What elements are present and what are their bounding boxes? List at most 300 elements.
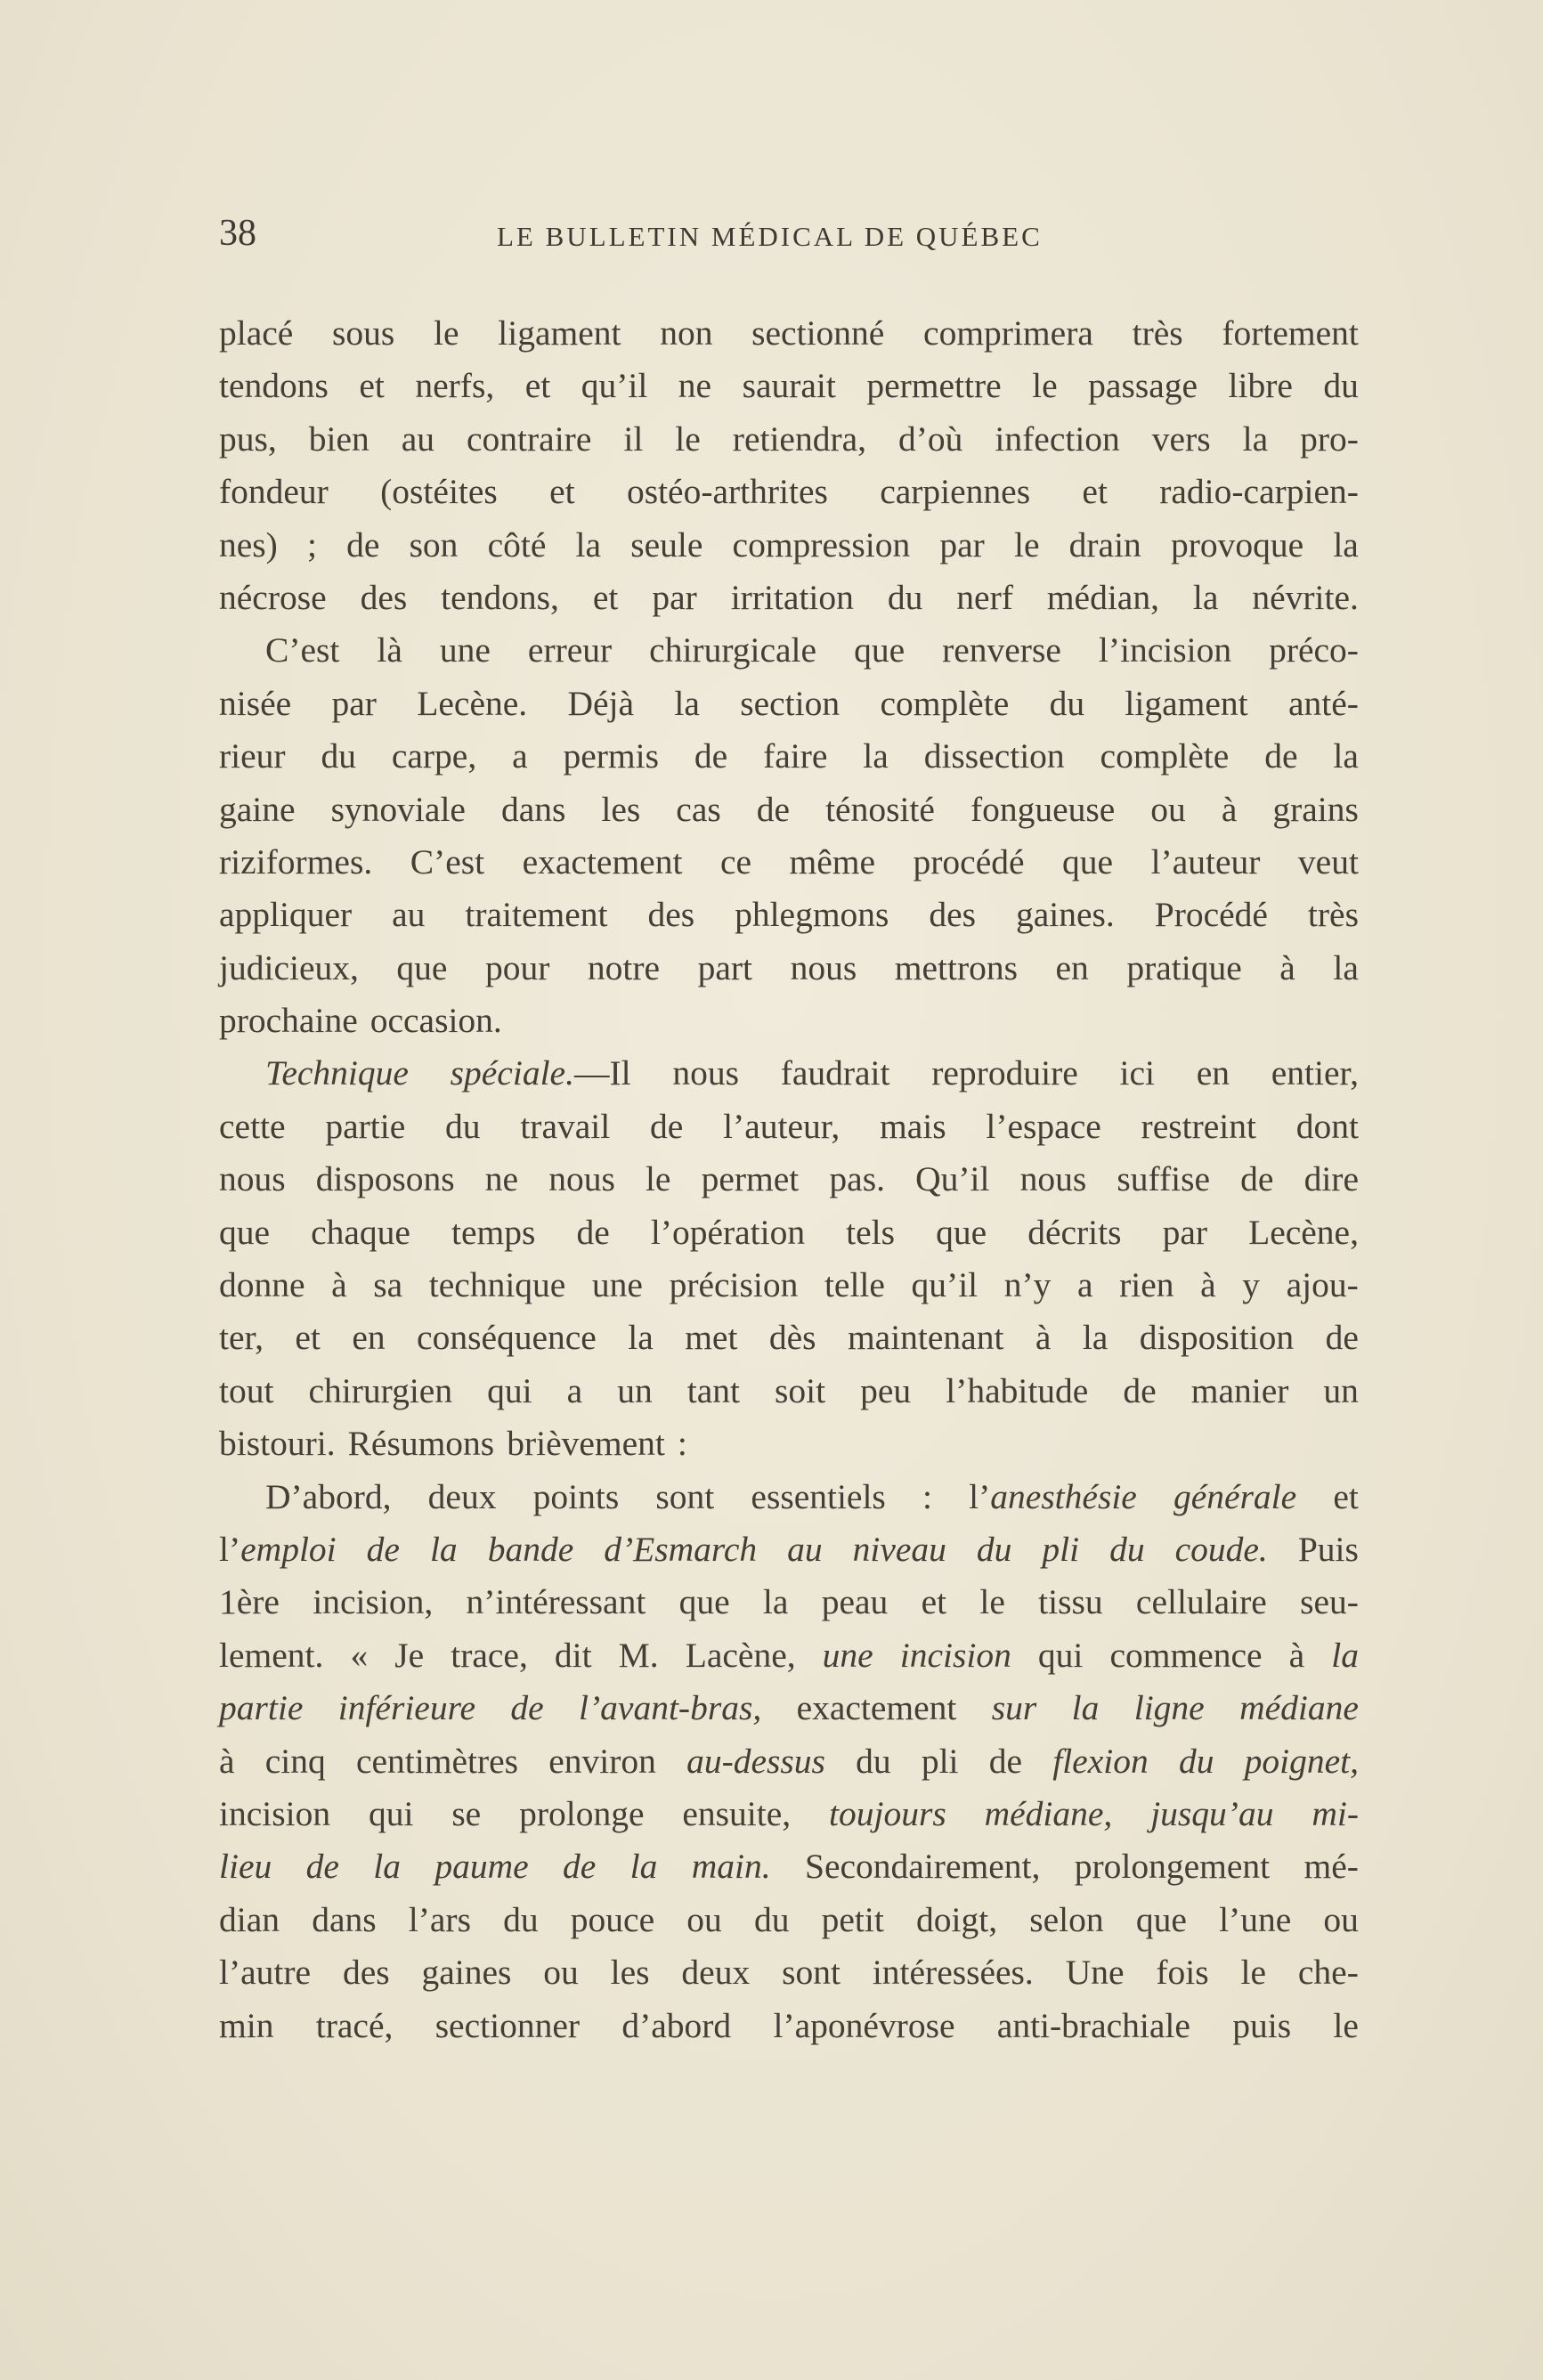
word: drain (1068, 524, 1141, 565)
word: que (1062, 841, 1114, 881)
word: disposition (1139, 1318, 1295, 1358)
word: qui (368, 1793, 414, 1833)
word: la (1333, 947, 1359, 987)
word: nous (1019, 1159, 1087, 1199)
word: dire (1303, 1159, 1359, 1199)
word: ligament (1125, 683, 1248, 723)
text-line (219, 466, 1359, 518)
word: générale (1173, 1476, 1297, 1516)
word: un (1323, 1370, 1359, 1410)
word: décrits (1027, 1212, 1122, 1252)
word: de (1325, 1318, 1359, 1358)
word: seule (630, 524, 703, 565)
word: la (1331, 1635, 1359, 1675)
word: l’aponévrose (773, 2005, 955, 2045)
word: placé (219, 313, 294, 353)
word: lement. (219, 1635, 324, 1675)
word: pouce (570, 1899, 655, 1939)
word: à (331, 1265, 347, 1305)
word: C’est (265, 630, 340, 670)
word: le (1240, 1953, 1267, 1993)
word: sous (332, 313, 395, 353)
word: rien (1119, 1265, 1174, 1305)
word: chaque (311, 1212, 410, 1252)
word: nous (790, 947, 857, 987)
word: temps (451, 1212, 536, 1252)
word: seu- (1300, 1582, 1359, 1622)
word: phlegmons (735, 895, 889, 935)
word: n’y (1003, 1265, 1052, 1305)
word: nes) (219, 524, 278, 565)
word: l’une (1219, 1899, 1292, 1939)
word: ne (678, 366, 712, 406)
word: anté- (1287, 683, 1359, 723)
word: la (1192, 577, 1219, 617)
word: faudrait (780, 1053, 890, 1093)
text-line (219, 572, 1359, 624)
word: des (647, 895, 695, 935)
text-line (219, 1576, 1359, 1629)
word: de (510, 1688, 544, 1728)
word: médian, (1046, 577, 1159, 617)
word: permis (563, 736, 660, 776)
word: ici (1119, 1053, 1155, 1093)
word: mettrons (894, 947, 1018, 987)
word: l’avant-bras, (579, 1688, 762, 1728)
word: ou (1323, 1899, 1359, 1939)
word: intéressées. (872, 1953, 1034, 1993)
word: libre (1228, 366, 1293, 406)
word: met (685, 1318, 738, 1358)
word: deux (427, 1476, 497, 1516)
word: à (1200, 1265, 1216, 1305)
word: le (675, 418, 701, 459)
word: points (532, 1476, 620, 1516)
word: Lecène. (417, 683, 528, 723)
word: ensuite, (682, 1793, 792, 1833)
word: peau (821, 1582, 889, 1622)
word: mi- (1312, 1793, 1359, 1833)
word: ne (484, 1159, 519, 1199)
word: tant (686, 1370, 740, 1410)
word: lieu (219, 1847, 272, 1887)
word: tendons (219, 366, 329, 406)
word: fortement (1222, 313, 1359, 353)
word: procédé (913, 841, 1025, 881)
word: du (887, 577, 923, 617)
word: a (566, 1370, 583, 1410)
word: commence (1109, 1635, 1263, 1675)
word: cellulaire (1135, 1582, 1267, 1622)
text-line (219, 307, 1359, 360)
word: sectionner (434, 2005, 581, 2045)
word: Résumons (347, 1424, 495, 1464)
word: au (401, 418, 435, 459)
word: inférieure (337, 1688, 476, 1728)
word: Procédé (1154, 895, 1268, 935)
word: du (321, 736, 356, 776)
word: d’abord (621, 2005, 732, 2045)
word: rieur (219, 736, 286, 776)
word: à (1035, 1318, 1052, 1358)
word: infection (995, 418, 1120, 459)
text-line (219, 1365, 1359, 1417)
word: de (694, 736, 728, 776)
word: l’ars (408, 1899, 471, 1939)
word: la (575, 524, 602, 565)
word: pratique (1126, 947, 1242, 987)
word: bien (308, 418, 370, 459)
word: « (350, 1635, 369, 1675)
word: d’où (898, 418, 963, 459)
word: de (756, 789, 791, 829)
word: des (929, 895, 977, 935)
word: son (409, 524, 459, 565)
word: centimètres (355, 1741, 519, 1781)
word: même (789, 841, 876, 881)
text-line (219, 624, 1359, 677)
word: du (1323, 366, 1359, 406)
word: gaine (219, 789, 296, 829)
word: restreint (1141, 1106, 1256, 1146)
word: appliquer (219, 895, 353, 935)
word: pli (921, 1741, 959, 1781)
word: sont (782, 1953, 841, 1993)
word: : (922, 1476, 932, 1516)
word: très (1132, 313, 1183, 353)
word: sur (991, 1688, 1037, 1728)
word: ou (1150, 789, 1186, 829)
word: l’emploi (219, 1529, 337, 1569)
word: n’intéressant (466, 1582, 646, 1622)
word: de (366, 1529, 400, 1569)
word: à (1288, 1635, 1305, 1675)
word: peu (860, 1370, 912, 1410)
word: selon (1029, 1899, 1104, 1939)
word: dissection (923, 736, 1065, 776)
word: (ostéites (380, 472, 498, 512)
word: la (863, 736, 889, 776)
word: là (377, 630, 402, 670)
page-number: 38 (219, 213, 256, 254)
word: che- (1297, 1953, 1359, 1993)
word: Qu’il (915, 1159, 990, 1199)
word: du (856, 1741, 891, 1781)
word: médiane (1239, 1688, 1359, 1728)
word: notre (587, 947, 661, 987)
word: min (219, 2005, 274, 2045)
word: pas. (829, 1159, 885, 1199)
word: tout (219, 1370, 274, 1410)
word: du (1178, 1741, 1214, 1781)
text-line (219, 1894, 1359, 1946)
word: soit (775, 1370, 826, 1410)
word: permettre (866, 366, 1002, 406)
word: le (434, 313, 459, 353)
text-line (219, 360, 1359, 412)
word: de (988, 1741, 1023, 1781)
word: part (697, 947, 753, 987)
word: que (396, 947, 448, 987)
word: de (1123, 1370, 1157, 1410)
word: de (346, 524, 380, 565)
word: partie (325, 1106, 406, 1146)
word: par (939, 524, 985, 565)
word: donne (219, 1265, 305, 1305)
text-line (219, 995, 1359, 1047)
word: jusqu’au (1150, 1793, 1274, 1833)
word: occasion. (370, 1001, 502, 1041)
word: nerf (956, 577, 1013, 617)
word: Secondairement, (805, 1847, 1041, 1887)
word: trace, (451, 1635, 528, 1675)
word: l’incision (1098, 630, 1232, 670)
word: ostéo-arthrites (626, 472, 828, 512)
word: d’Esmarch (604, 1529, 758, 1569)
text-line (219, 1788, 1359, 1840)
word: ou (686, 1899, 722, 1939)
word: traitement (465, 895, 608, 935)
word: dian (219, 1899, 280, 1939)
word: des (342, 1953, 390, 1993)
word: au-dessus (686, 1741, 825, 1781)
text-line (219, 1312, 1359, 1364)
word: de (305, 1847, 339, 1887)
text-line (219, 836, 1359, 889)
text-line (219, 1629, 1359, 1682)
text-line (219, 942, 1359, 995)
word: et (524, 366, 551, 406)
word: radio-carpien- (1159, 472, 1359, 512)
word: contraire (467, 418, 592, 459)
word: l’habitude (946, 1370, 1089, 1410)
word: cas (676, 789, 721, 829)
word: que (1135, 1899, 1187, 1939)
word: puis (1232, 2005, 1292, 2045)
word: retiendra, (732, 418, 867, 459)
word: non (660, 313, 713, 353)
text-line (219, 1840, 1359, 1893)
word: y (1242, 1265, 1261, 1305)
word: de (650, 1106, 684, 1146)
word: par (1162, 1212, 1207, 1252)
text-line (219, 1101, 1359, 1153)
word: paume (434, 1847, 529, 1887)
word: et (359, 366, 385, 406)
word: la (429, 1529, 458, 1569)
word: au (392, 895, 426, 935)
word: brièvement (507, 1424, 665, 1464)
word: dit (554, 1635, 592, 1675)
word: saurait (742, 366, 836, 406)
word: cette (219, 1106, 286, 1146)
word: et (549, 472, 575, 512)
word: ténosité (825, 789, 935, 829)
word: l’opération (650, 1212, 806, 1252)
text-line (219, 1259, 1359, 1312)
text-line (219, 1523, 1359, 1576)
word: deux (681, 1953, 751, 1993)
word: la (1333, 736, 1359, 776)
word: pus, (219, 418, 277, 459)
word: grains (1272, 789, 1359, 829)
word: M. (618, 1635, 659, 1675)
word: le (1013, 524, 1040, 565)
text-line (219, 784, 1359, 836)
word: la (762, 1582, 789, 1622)
word: technique (428, 1265, 566, 1305)
text-line (219, 1946, 1359, 1999)
word: la (674, 683, 700, 723)
word: petit (821, 1899, 884, 1939)
text-line (219, 1471, 1359, 1523)
text-line (219, 678, 1359, 730)
text-line (219, 1735, 1359, 1788)
word: erreur (527, 630, 613, 670)
word: faire (763, 736, 828, 776)
word: C’est (410, 841, 485, 881)
word: : (677, 1424, 687, 1464)
word: que (854, 630, 905, 670)
word: à (1221, 789, 1238, 829)
word: médiane, (984, 1793, 1113, 1833)
word: l’anesthésie (969, 1476, 1137, 1516)
word: fois (1156, 1953, 1209, 1993)
word: compression (732, 524, 911, 565)
word: en (1055, 947, 1089, 987)
word: section (740, 683, 841, 723)
word: la (373, 1847, 401, 1887)
word: essentiels (751, 1476, 886, 1516)
word: ; (306, 524, 317, 565)
word: comprimera (923, 313, 1093, 353)
word: du (503, 1899, 539, 1939)
word: le (1032, 366, 1058, 406)
word: par (652, 577, 697, 617)
word: et (592, 577, 619, 617)
word: nous (219, 1159, 286, 1199)
word: Technique (265, 1053, 409, 1093)
word: judicieux, (219, 947, 359, 987)
word: Lacène, (685, 1635, 796, 1675)
word: reproduire (931, 1053, 1078, 1093)
word: fongueuse (970, 789, 1116, 829)
word: par (331, 683, 377, 723)
word: pro- (1300, 418, 1359, 459)
word: tels (846, 1212, 896, 1252)
word: tendons, (441, 577, 559, 617)
word: précision (669, 1265, 799, 1305)
word: du (1109, 1529, 1145, 1569)
word: et (1082, 472, 1108, 512)
running-head (219, 212, 1359, 265)
word: chirurgien (308, 1370, 453, 1410)
word: a (512, 736, 528, 776)
text-line (219, 1682, 1359, 1734)
word: que (936, 1212, 987, 1252)
word: à (1279, 947, 1295, 987)
word: Lecène, (1248, 1212, 1359, 1252)
word: sa (373, 1265, 403, 1305)
word: ce (719, 841, 752, 881)
word: l’espace (986, 1106, 1101, 1146)
word: l’auteur (1150, 841, 1261, 881)
word: mé- (1303, 1847, 1359, 1887)
word: incision (899, 1635, 1011, 1675)
text-line (219, 889, 1359, 941)
word: le (1333, 2005, 1359, 2045)
word: veut (1297, 841, 1359, 881)
word: complète (880, 683, 1010, 723)
word: les (610, 1953, 650, 1993)
word: fondeur (219, 472, 329, 512)
word: 1ère (219, 1582, 280, 1622)
text-line (219, 413, 1359, 466)
word: du (1049, 683, 1085, 723)
body-text (219, 307, 1359, 2052)
word: nécrose (219, 577, 327, 617)
word: spéciale.—Il (450, 1053, 631, 1093)
word: mais (879, 1106, 946, 1146)
word: sectionné (751, 313, 885, 353)
word: exactement (796, 1688, 957, 1728)
word: bistouri. (219, 1424, 336, 1464)
word: ligne (1133, 1688, 1205, 1728)
word: gaines. (1015, 895, 1115, 935)
word: très (1307, 895, 1359, 935)
word: cinq (264, 1741, 326, 1781)
word: qui (1037, 1635, 1084, 1675)
text-line (219, 1417, 1359, 1470)
word: l’auteur, (723, 1106, 841, 1146)
word: Je (394, 1635, 425, 1675)
word: incision, (313, 1582, 434, 1622)
text-line (219, 1206, 1359, 1259)
text-line (219, 1047, 1359, 1100)
word: du (445, 1106, 481, 1146)
word: en (352, 1318, 386, 1358)
word: partie (219, 1688, 304, 1728)
word: et (1333, 1476, 1359, 1516)
word: nerfs, (415, 366, 495, 406)
word: flexion (1052, 1741, 1149, 1781)
word: la (1333, 524, 1359, 565)
word: anti-brachiale (996, 2005, 1190, 2045)
word: pour (484, 947, 550, 987)
word: D’abord, (265, 1476, 392, 1516)
word: carpiennes (880, 472, 1031, 512)
word: du (753, 1899, 790, 1939)
word: au (787, 1529, 823, 1569)
word: passage (1088, 366, 1198, 406)
word: prolongement (1074, 1847, 1271, 1887)
text-line (219, 2000, 1359, 2052)
text-line (219, 1153, 1359, 1206)
word: conséquence (417, 1318, 597, 1358)
word: de (1240, 1159, 1274, 1199)
word: complète (1100, 736, 1230, 776)
word: incision (219, 1793, 331, 1833)
text-line (219, 730, 1359, 783)
word: dans (500, 789, 566, 829)
word: Déjà (567, 683, 635, 723)
word: des (360, 577, 408, 617)
word: riziformes. (219, 841, 373, 881)
word: et (295, 1318, 321, 1358)
word: chirurgicale (649, 630, 817, 670)
word: ou (543, 1953, 579, 1993)
word: la (1082, 1318, 1109, 1358)
